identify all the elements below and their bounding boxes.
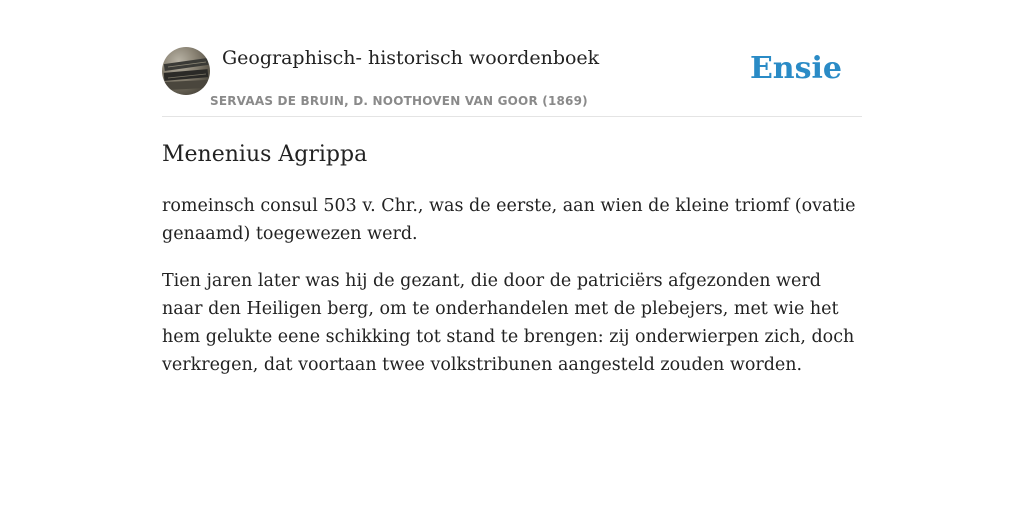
book-header [162, 46, 862, 117]
entry-title: Menenius Agrippa [162, 142, 368, 167]
entry-paragraph: Tien jaren later was hij de gezant, die door de patriciërs afgezonden werd naar den Heiligen berg, om te onderhandelen met de plebejers, met wie het hem gelukte eene schikking tot stand te brengen: zij onderwierpen zich, doch verkregen, dat voortaan twee volkstribunen aangesteld zouden worden. [162, 271, 855, 375]
entry-body [162, 192, 862, 398]
book-author: SERVAAS DE BRUIN, D. NOOTHOVEN VAN GOOR (1869) [210, 94, 588, 108]
book-cover-icon[interactable] [162, 47, 210, 95]
ensie-logo-link[interactable]: Ensie [749, 51, 842, 86]
book-title[interactable]: Geographisch- historisch woordenboek [222, 47, 600, 69]
entry-paragraph: romeinsch consul 503 v. Chr., was de eerste, aan wien de kleine triomf (ovatie genaamd) toegewezen werd. [162, 196, 856, 244]
